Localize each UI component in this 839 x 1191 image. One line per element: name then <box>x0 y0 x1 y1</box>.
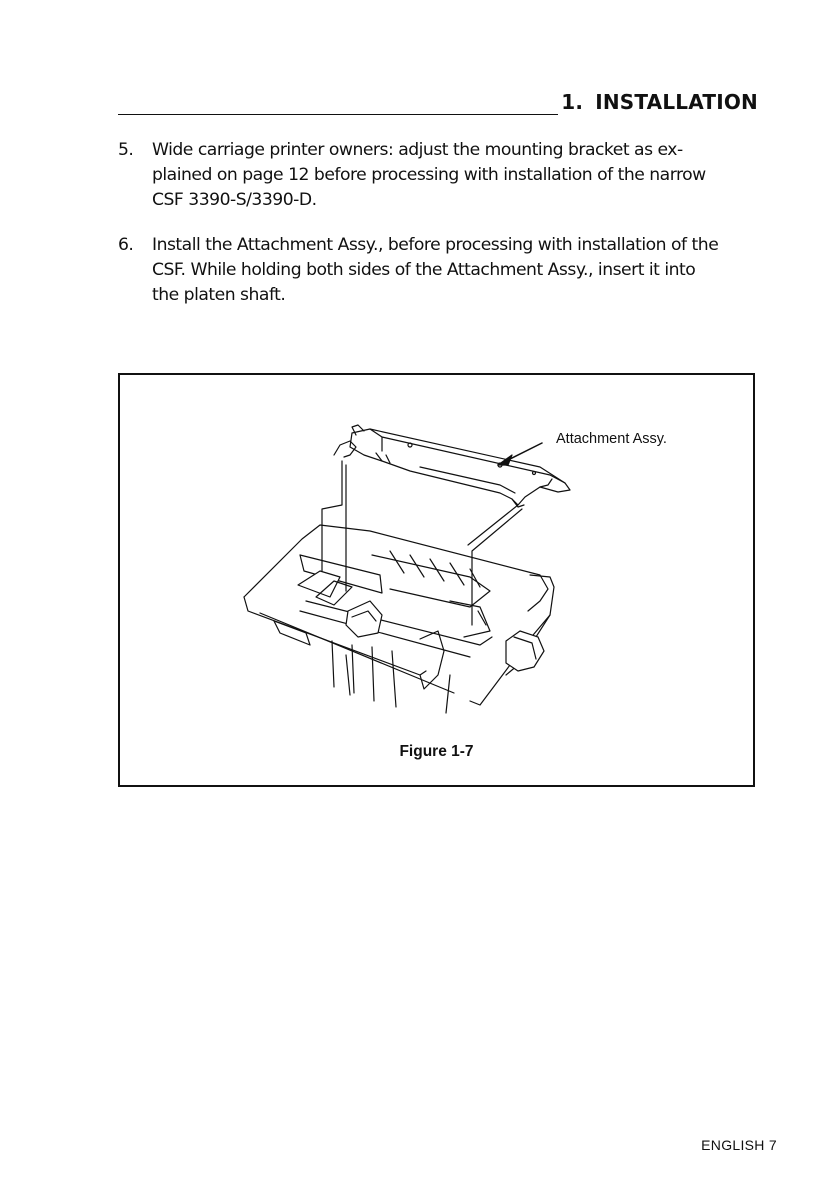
step-line: the platen shaft. <box>152 285 286 305</box>
step-6 <box>118 233 768 308</box>
instruction-steps <box>118 138 768 328</box>
page-footer: ENGLISH 7 <box>701 1137 777 1153</box>
header-rule <box>118 114 558 115</box>
step-number: 6. <box>118 235 134 255</box>
step-number: 5. <box>118 140 134 160</box>
step-text <box>152 138 768 213</box>
figure-caption: Figure 1-7 <box>399 743 474 760</box>
printer-body-drawing <box>244 525 554 713</box>
attachment-assy-label: Attachment Assy. <box>556 431 667 447</box>
step-line: Wide carriage printer owners: adjust the mounting bracket as ex- <box>152 140 683 160</box>
section-title: INSTALLATION <box>595 90 758 114</box>
step-line: CSF. While holding both sides of the Attachment Assy., insert it into <box>152 260 696 280</box>
attachment-assy-drawing <box>334 425 570 507</box>
section-heading <box>561 90 758 114</box>
figure-frame <box>118 373 755 787</box>
step-5 <box>118 138 768 213</box>
step-line: plained on page 12 before processing with installation of the narrow <box>152 165 706 185</box>
page-header <box>118 88 758 118</box>
section-number: 1. <box>561 90 584 114</box>
step-line: CSF 3390-S/3390-D. <box>152 190 317 210</box>
step-text <box>152 233 768 308</box>
step-line: Install the Attachment Assy., before processing with installation of the <box>152 235 719 255</box>
